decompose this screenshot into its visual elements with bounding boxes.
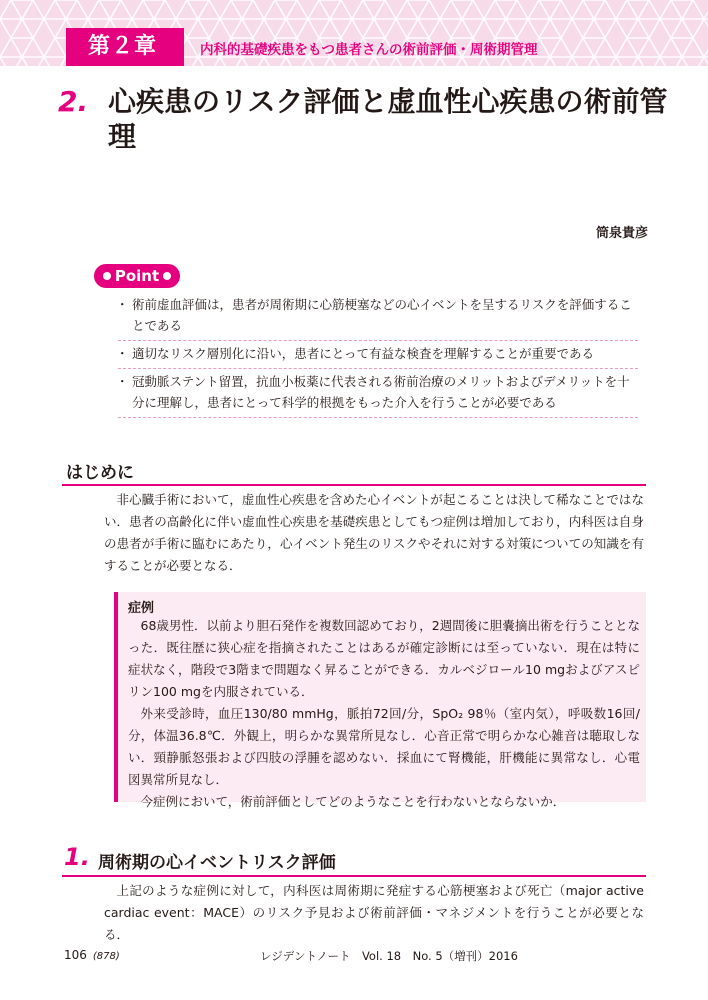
intro-paragraph (104, 489, 644, 577)
heading-rule (62, 484, 646, 486)
title-number: 2. (58, 85, 89, 118)
case-body (128, 615, 640, 813)
footer (64, 948, 518, 963)
point-badge (94, 264, 180, 288)
intro-heading: はじめに (66, 463, 134, 483)
point-label: Point (114, 267, 160, 285)
section-number: 1. (64, 843, 90, 871)
case-paragraph-1: 68歳男性．以前より胆石発作を複数回認めており，2週間後に胆嚢摘出術を行うこととなった．既往歴に狭心症を指摘されたことはあるが確定診断には至っていない．現在は特に症状なく，階段で3階まで問題なく昇ることができる．カルベジロール10 mgおよびアスピリン100 mgを内服されている． (128, 618, 640, 699)
point-item: ・ 冠動脈ステント留置，抗血小板薬に代表される術前治療のメリットおよびデメリットを十分に理解し，患者にとって科学的根拠をもった介入を行うことが必要である (118, 369, 638, 418)
dot-icon (163, 272, 171, 280)
case-paragraph-2: 外来受診時，血圧130/80 mmHg，脈拍72回/分，SpO₂ 98％（室内気），呼吸数16回/分，体温36.8℃．外観上，明らかな異常所見なし．心音正常で明らかな心雑音は聴取しない．頸静脈怒張および四肢の浮腫を認めない．採血にて腎機能，肝機能に異常なし．心電図異常所見なし． (128, 706, 640, 787)
page-number-total: (878) (92, 951, 120, 962)
case-heading: 症例 (128, 601, 155, 616)
page-title: 心疾患のリスク評価と虚血性心疾患の術前管理 (108, 85, 668, 153)
section-text: 上記のような症例に対して，内科医は周術期に発症する心筋梗塞および死亡（major active cardiac event：MACE）のリスク予見および術前評価・マネジメントを行うことが必要となる． (104, 883, 644, 942)
chapter-label: 第２章 (66, 28, 184, 66)
point-item: ・ 術前虚血評価は，患者が周術期に心筋梗塞などの心イベントを呈するリスクを評価することである (118, 292, 638, 341)
intro-text: 非心臓手術において，虚血性心疾患を含めた心イベントが起こることは決して稀なことではない．患者の高齢化に伴い虚血性心疾患を基礎疾患としてもつ症例は増加しており，内科医は自身の患者が手術に臨むにあたり，心イベント発生のリスクやそれに対する対策についての知識を有することが必要となる． (104, 492, 644, 573)
dot-icon (103, 272, 111, 280)
section-body (104, 880, 644, 946)
chapter-subtitle: 内科的基礎疾患をもつ患者さんの術前評価・周術期管理 (200, 42, 538, 58)
journal-info: レジデントノート Vol. 18 No. 5（増刊）2016 (260, 949, 518, 963)
case-paragraph-3: 今症例において，術前評価としてどのようなことを行わないとならないか． (140, 794, 566, 809)
point-list (118, 292, 638, 418)
point-item: ・ 適切なリスク層別化に沿い，患者にとって有益な検査を理解することが重要である (118, 341, 638, 369)
author: 筒泉貴彦 (595, 226, 648, 241)
section-heading: 周術期の心イベントリスク評価 (98, 853, 336, 873)
heading-rule (62, 875, 646, 877)
page-number: 106 (64, 948, 87, 962)
